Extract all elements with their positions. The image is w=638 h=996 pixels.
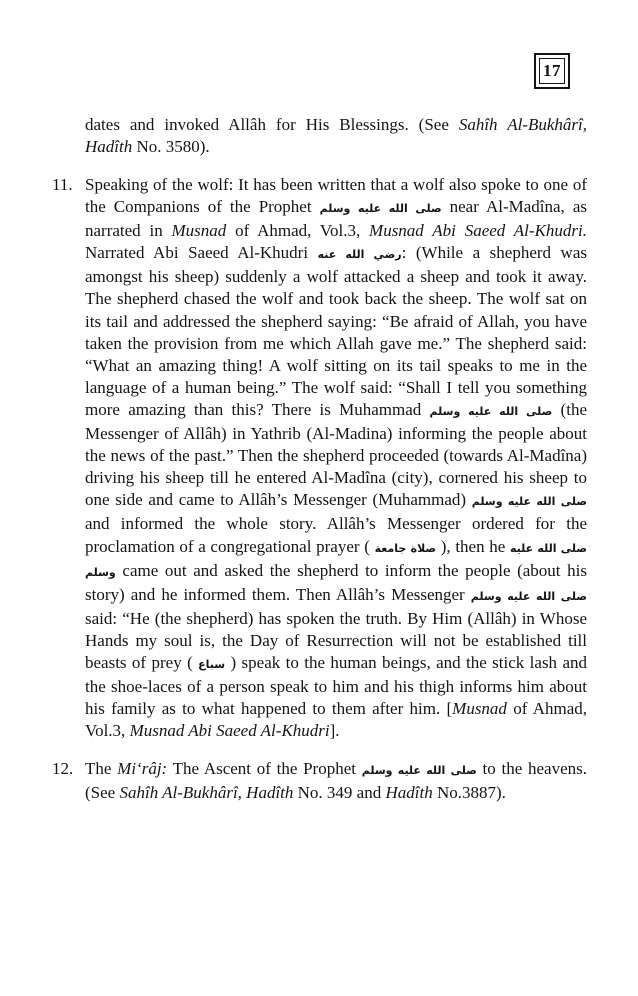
continuation-paragraph: dates and invoked Allâh for His Blessings. (See Sahîh Al-Bukhârî, Hadîth No. 3580). [85,115,587,157]
arabic-phrase: صلاة جامعة [374,541,437,555]
arabic-salutation: صلى الله عليه وسلم [319,202,442,216]
arabic-salutation: صلى الله عليه وسلم [429,404,553,418]
arabic-salutation: صلى الله عليه وسلم [85,541,587,579]
list-item-12 [52,758,587,804]
page-number-box [534,53,570,89]
arabic-word: سباع [198,657,226,671]
arabic-salutation: صلى الله عليه وسلم [470,589,587,603]
list-item-11 [52,174,587,742]
arabic-salutation: صلى الله عليه وسلم [361,764,477,777]
item-text: Speaking of the wolf: It has been written that a wolf also spoke to one of the Companions of the Prophet صلى الله عليه وسلم near Al-Madîna, as narrated in Musnad of Ahmad, Vol.3, Musnad Abi Saeed Al-Khudri. Narrated Abi Saeed Al-Khudri رضي الله عنه: (While a shepherd was amongst his sheep) suddenly a wolf attacked a sheep and took it away. The shepherd chased the wolf and took back the sheep. The wolf sat on its tail and addressed the shepherd saying: “Be afraid of Allah, you have taken the provision from me which Allah gave me.” The shepherd said: “What an amazing thing! A wolf sitting on its tail speaks to me in the language of a human being.” The wolf said: “Shall I tell you something more amazing than this? There is Muhammad صلى الله عليه وسلم (the Messenger of Allâh) in Yathrib (Al-Madina) informing the people about the news of the past.” Then the shepherd proceeded (towards Al-Madîna) driving his sheep till he entered Al-Madîna (city), cornered his sheep to one side and came to Allâh’s Messenger (Muhammad) صلى الله عليه وسلم and informed the whole story. Allâh’s Messenger ordered for the proclamation of a congregational prayer ( صلاة جامعة ), then he صلى الله عليه وسلم came out and asked the shepherd to inform the people (about his story) and he informed them. Then Allâh’s Messenger صلى الله عليه وسلم said: “He (the shepherd) has spoken the truth. By Him (Allâh) in Whose Hands my soul is, the Day of Resurrection will not be established till beasts of prey ( سباع ) speak to the human beings, and the stick lash and the shoe-laces of a person speak to him and his thigh informs him about his family as to what happened to them after him. [Musnad of Ahmad, Vol.3, Musnad Abi Saeed Al-Khudri]. [85,175,587,741]
page-number: 17 [539,58,565,84]
item-text: The Mi‘râj: The Ascent of the Prophet صلى الله عليه وسلم to the heavens. (See Sahîh Al-Bukhârî, Hadîth No. 349 and Hadîth No.3887). [85,759,587,803]
item-number: 11. [52,175,73,194]
arabic-salutation: صلى الله عليه وسلم [471,495,587,509]
item-number: 12. [52,759,74,778]
arabic-salutation: رضي الله عنه [317,248,402,262]
